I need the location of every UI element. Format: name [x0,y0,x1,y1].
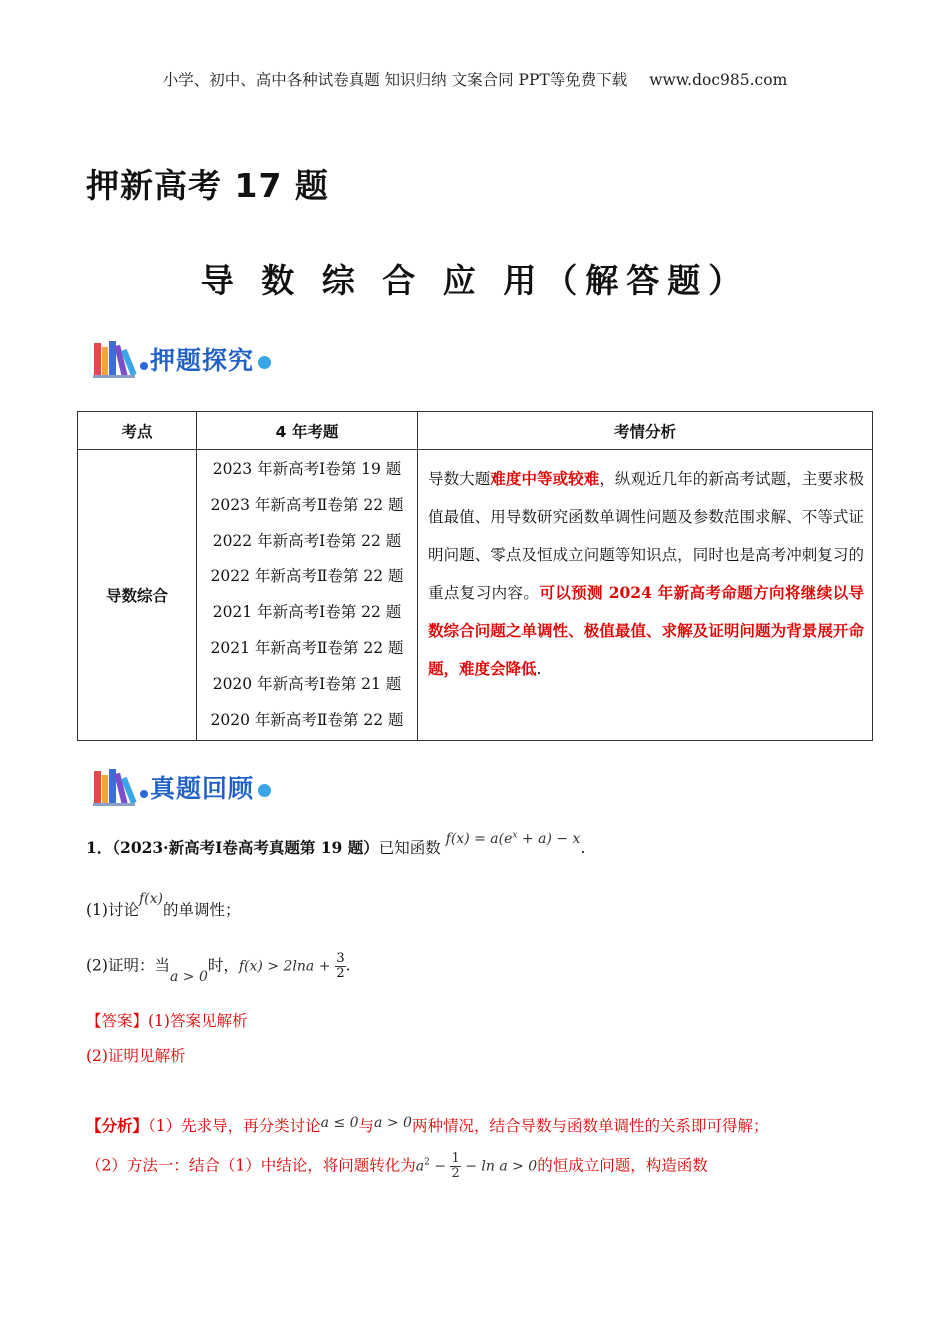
analysis-text: 两种情况，结合导数与函数单调性的关系即可得解； [411,1117,769,1135]
formula-exponent: x [512,830,518,841]
formula-part: f(x) = a(e [445,831,513,847]
analysis-label: 【分析】 [86,1116,149,1135]
formula-condition: a ≤ 0 [320,1115,359,1131]
formula-exponent: 2 [424,1157,430,1168]
analysis-line-1 [86,1114,768,1136]
formula-inequality: f(x) > 2lna + [238,958,331,975]
period: . [345,956,351,975]
page-subtitle: 导 数 综 合 应 用（解答题） [200,261,750,300]
question-part1 [86,891,241,920]
formula-part: + a) − x [517,831,581,847]
topic-cell: 导数综合 [78,450,197,741]
table-header-row [78,412,873,450]
analysis-highlight: 难度中等或较难 [490,469,600,488]
exam-item: 2021 年新高考Ⅱ卷第 22 题 [210,638,404,657]
fraction [335,952,345,981]
analysis-text: 与 [358,1117,375,1135]
separator-dot [140,790,148,798]
books-icon [92,767,138,807]
formula-part: − [429,1158,451,1175]
period: . [580,839,586,857]
table-row [78,450,873,741]
decor-dot [258,784,271,797]
exam-item: 2021 年新高考Ⅰ卷第 22 题 [212,603,402,622]
numerator: 3 [336,951,345,966]
exam-item: 2020 年新高考Ⅱ卷第 22 题 [210,710,404,729]
section-label: 押题探究 [150,346,255,375]
table-header: 4 年考题 [197,412,418,450]
page-title: 押新高考 17 题 [86,166,329,205]
question-text: 已知函数 [378,839,441,857]
denominator: 2 [336,966,345,981]
formula-fx: f(x) [138,891,163,907]
exam-item: 2022 年新高考Ⅰ卷第 22 题 [212,531,402,550]
formula-part: a [415,1158,425,1175]
analysis-prediction: 可以预测 2024 年新高考命题方向将继续以导数综合问题之单调性、极值最值、求解及证明问题为背景展开命题，难度会降低 [428,583,864,678]
table-header: 考情分析 [418,412,873,450]
exam-item: 2020 年新高考Ⅰ卷第 21 题 [212,674,402,693]
table-header: 考点 [78,412,197,450]
books-icon [92,339,138,379]
analysis-text: 导数大题 [428,470,491,488]
decor-dot [258,356,271,369]
answer-line-2: (2)证明见解析 [86,1047,186,1065]
analysis-text: （1）先求导，再分类讨论 [148,1117,321,1135]
analysis-text: （2）方法一：结合（1）中结论，将问题转化为 [86,1156,416,1175]
question-part2 [86,951,351,985]
section-label: 真题回顾 [150,774,255,803]
analysis-text: . [536,660,542,678]
part-label: (2)证明：当 [86,956,170,975]
fraction [450,1152,460,1181]
question-number: 1． [86,838,113,857]
header-tagline: 小学、初中、高中各种试卷真题 知识归纳 文案合同 PPT等免费下载 [162,71,628,89]
exam-item: 2022 年新高考Ⅱ卷第 22 题 [210,567,404,586]
numerator: 1 [451,1151,460,1166]
separator-dot [140,362,148,370]
exam-list-cell [197,450,418,741]
function-formula [446,831,581,847]
part-text: 的单调性； [162,901,241,919]
analysis-line-2 [86,1152,708,1181]
analysis-text: ，纵观近几年的新高考试题，主要求极值最值、用导数研究函数单调性问题及参数范围求解、不等式证明问题、零点及恒成立问题等知识点，同时也是高考冲刺复习的重点复习内容。 [428,470,864,602]
section-banner-explore [92,336,271,382]
analysis-text: 的恒成立问题，构造函数 [537,1156,708,1175]
part-text: 时， [207,956,239,975]
question-source: （2023·新高考Ⅰ卷高考真题第 19 题） [112,838,379,857]
denominator: 2 [451,1166,460,1181]
header-site[interactable]: www.doc985.com [649,71,788,89]
section-banner-review [92,764,271,810]
analysis-cell [418,450,873,741]
question-stem [86,830,586,858]
formula-part: − ln a > 0 [460,1158,538,1175]
exam-analysis-table [77,411,873,741]
formula-condition: a > 0 [169,968,208,985]
answer-line-1: 【答案】(1)答案见解析 [86,1012,248,1030]
formula-condition: a > 0 [374,1115,412,1131]
exam-item: 2023 年新高考Ⅰ卷第 19 题 [212,460,402,478]
exam-item: 2023 年新高考Ⅱ卷第 22 题 [210,495,404,514]
page-header [0,68,950,90]
part-label: (1)讨论 [86,901,139,919]
